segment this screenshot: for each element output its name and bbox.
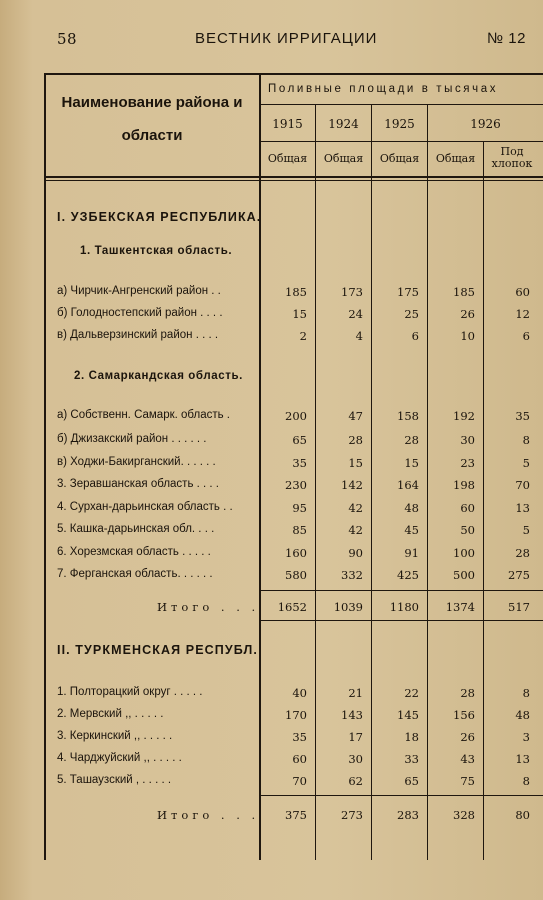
header-bottom-rule-2 bbox=[45, 180, 543, 181]
col-rule-3 bbox=[427, 104, 428, 860]
row-value: 90 bbox=[348, 546, 363, 560]
row-value: 100 bbox=[453, 546, 475, 560]
row-value: 8 bbox=[522, 774, 530, 788]
row-label: 3. Зеравшанская область . . . . bbox=[57, 478, 219, 490]
year-1924: 1924 bbox=[328, 117, 359, 131]
year-row-rule bbox=[260, 141, 543, 142]
row-value: 17 bbox=[348, 730, 363, 744]
row-value: 13 bbox=[515, 752, 530, 766]
row-value: 30 bbox=[460, 433, 475, 447]
row-value: 500 bbox=[453, 568, 475, 582]
year-1926: 1926 bbox=[470, 117, 501, 131]
row-label: 7. Ферганская область. . . . . . bbox=[57, 568, 213, 580]
row-value: 23 bbox=[460, 456, 475, 470]
row-value: 65 bbox=[292, 433, 307, 447]
total-value: 273 bbox=[341, 808, 363, 822]
row-value: 35 bbox=[292, 456, 307, 470]
row-value: 15 bbox=[348, 456, 363, 470]
row-label: 5. Кашка-дарьинская обл. . . . bbox=[57, 523, 215, 535]
subheader-cotton-1926: Под хлопок bbox=[491, 145, 533, 170]
row-value: 28 bbox=[460, 686, 475, 700]
year-1925: 1925 bbox=[384, 117, 415, 131]
row-label: 6. Хорезмская область . . . . . bbox=[57, 546, 211, 558]
row-value: 230 bbox=[285, 478, 307, 492]
row-label: а) Собственн. Самарк. область . bbox=[57, 409, 230, 421]
row-value: 62 bbox=[348, 774, 363, 788]
row-value: 21 bbox=[348, 686, 363, 700]
row-value: 70 bbox=[515, 478, 530, 492]
region-title: 1. Ташкентская область. bbox=[80, 245, 233, 257]
section-title: II. ТУРКМЕНСКАЯ РЕСПУБЛ. bbox=[57, 643, 258, 657]
total-rule-top-2 bbox=[259, 795, 543, 796]
group-header-rule bbox=[260, 104, 543, 105]
row-value: 60 bbox=[292, 752, 307, 766]
row-value: 164 bbox=[397, 478, 419, 492]
row-value: 10 bbox=[460, 329, 475, 343]
row-value: 50 bbox=[460, 523, 475, 537]
row-value: 70 bbox=[292, 774, 307, 788]
row-value: 6 bbox=[411, 329, 419, 343]
row-value: 5 bbox=[522, 523, 530, 537]
row-value: 198 bbox=[453, 478, 475, 492]
row-value: 275 bbox=[508, 568, 530, 582]
total-value: 328 bbox=[453, 808, 475, 822]
row-value: 580 bbox=[285, 568, 307, 582]
row-value: 60 bbox=[460, 501, 475, 515]
row-value: 75 bbox=[460, 774, 475, 788]
irrigated-area-header: Поливные площади в тысячах bbox=[268, 83, 499, 95]
page-number: 58 bbox=[57, 30, 78, 48]
row-value: 25 bbox=[404, 307, 419, 321]
row-value: 185 bbox=[285, 285, 307, 299]
row-value: 26 bbox=[460, 307, 475, 321]
total-value: 1652 bbox=[277, 600, 307, 614]
row-label: 5. Ташаузский , . . . . . bbox=[57, 774, 172, 786]
row-value: 13 bbox=[515, 501, 530, 515]
total-value: 517 bbox=[508, 600, 530, 614]
row-value: 40 bbox=[292, 686, 307, 700]
row-value: 28 bbox=[348, 433, 363, 447]
row-label: в) Ходжи-Бакирганский. . . . . . bbox=[57, 456, 216, 468]
row-value: 28 bbox=[515, 546, 530, 560]
row-value: 22 bbox=[404, 686, 419, 700]
row-value: 145 bbox=[397, 708, 419, 722]
row-value: 35 bbox=[515, 409, 530, 423]
row-value: 8 bbox=[522, 433, 530, 447]
row-value: 47 bbox=[348, 409, 363, 423]
journal-title: ВЕСТНИК ИРРИГАЦИИ bbox=[195, 30, 378, 47]
row-value: 65 bbox=[404, 774, 419, 788]
row-value: 18 bbox=[404, 730, 419, 744]
row-label: б) Голодностепский район . . . . bbox=[57, 307, 223, 319]
row-label: 4. Чарджуйский ,, . . . . . bbox=[57, 752, 182, 764]
row-value: 332 bbox=[341, 568, 363, 582]
row-value: 30 bbox=[348, 752, 363, 766]
row-value: 200 bbox=[285, 409, 307, 423]
row-value: 48 bbox=[404, 501, 419, 515]
subheader-total-1915: Общая bbox=[267, 152, 308, 165]
total-value: 283 bbox=[397, 808, 419, 822]
row-value: 91 bbox=[404, 546, 419, 560]
row-value: 5 bbox=[522, 456, 530, 470]
issue-number: № 12 bbox=[487, 30, 526, 47]
row-value: 175 bbox=[397, 285, 419, 299]
col-rule-1 bbox=[315, 104, 316, 860]
row-value: 33 bbox=[404, 752, 419, 766]
row-value: 45 bbox=[404, 523, 419, 537]
row-value: 35 bbox=[292, 730, 307, 744]
row-value: 95 bbox=[292, 501, 307, 515]
region-title: 2. Самаркандская область. bbox=[74, 370, 243, 382]
total-label: Итого . . . bbox=[157, 808, 260, 822]
col-rule-2 bbox=[371, 104, 372, 860]
row-value: 158 bbox=[397, 409, 419, 423]
row-value: 425 bbox=[397, 568, 419, 582]
total-value: 375 bbox=[285, 808, 307, 822]
row-value: 43 bbox=[460, 752, 475, 766]
name-column-rule bbox=[259, 73, 261, 860]
row-value: 12 bbox=[515, 307, 530, 321]
col-rule-4 bbox=[483, 141, 484, 860]
row-value: 6 bbox=[522, 329, 530, 343]
name-column-header: Наименование района и области bbox=[61, 94, 243, 144]
row-value: 192 bbox=[453, 409, 475, 423]
row-value: 42 bbox=[348, 523, 363, 537]
row-label: в) Дальверзинский район . . . . bbox=[57, 329, 219, 341]
row-value: 3 bbox=[522, 730, 530, 744]
header-bottom-rule bbox=[45, 176, 543, 178]
row-value: 142 bbox=[341, 478, 363, 492]
row-value: 173 bbox=[341, 285, 363, 299]
table-top-rule bbox=[45, 73, 543, 75]
subheader-total-1926: Общая bbox=[435, 152, 476, 165]
row-value: 4 bbox=[355, 329, 363, 343]
row-value: 185 bbox=[453, 285, 475, 299]
row-label: 4. Сурхан-дарьинская область . . bbox=[57, 501, 233, 513]
row-label: 2. Мервский ,, . . . . . bbox=[57, 708, 164, 720]
row-value: 160 bbox=[285, 546, 307, 560]
row-value: 42 bbox=[348, 501, 363, 515]
row-value: 15 bbox=[292, 307, 307, 321]
row-value: 26 bbox=[460, 730, 475, 744]
total-label: Итого . . . bbox=[157, 600, 260, 614]
row-label: 1. Полторацкий округ . . . . . bbox=[57, 686, 203, 698]
total-value: 1374 bbox=[445, 600, 475, 614]
subheader-total-1925: Общая bbox=[379, 152, 420, 165]
year-1915: 1915 bbox=[272, 117, 303, 131]
total-rule-bottom-1 bbox=[259, 620, 543, 621]
row-value: 60 bbox=[515, 285, 530, 299]
table-left-border bbox=[44, 73, 46, 860]
row-label: а) Чирчик-Ангренский район . . bbox=[57, 285, 221, 297]
subheader-total-1924: Общая bbox=[323, 152, 364, 165]
row-value: 8 bbox=[522, 686, 530, 700]
row-value: 143 bbox=[341, 708, 363, 722]
row-label: 3. Керкинский ,, . . . . . bbox=[57, 730, 173, 742]
total-value: 80 bbox=[515, 808, 530, 822]
total-value: 1039 bbox=[333, 600, 363, 614]
total-value: 1180 bbox=[389, 600, 419, 614]
section-title: I. УЗБЕКСКАЯ РЕСПУБЛИКА. bbox=[57, 210, 262, 224]
total-rule-top-1 bbox=[259, 590, 543, 591]
row-value: 156 bbox=[453, 708, 475, 722]
row-value: 48 bbox=[515, 708, 530, 722]
row-label: б) Джизакский район . . . . . . bbox=[57, 433, 207, 445]
row-value: 28 bbox=[404, 433, 419, 447]
row-value: 15 bbox=[404, 456, 419, 470]
row-value: 170 bbox=[285, 708, 307, 722]
row-value: 85 bbox=[292, 523, 307, 537]
row-value: 2 bbox=[299, 329, 307, 343]
row-value: 24 bbox=[348, 307, 363, 321]
